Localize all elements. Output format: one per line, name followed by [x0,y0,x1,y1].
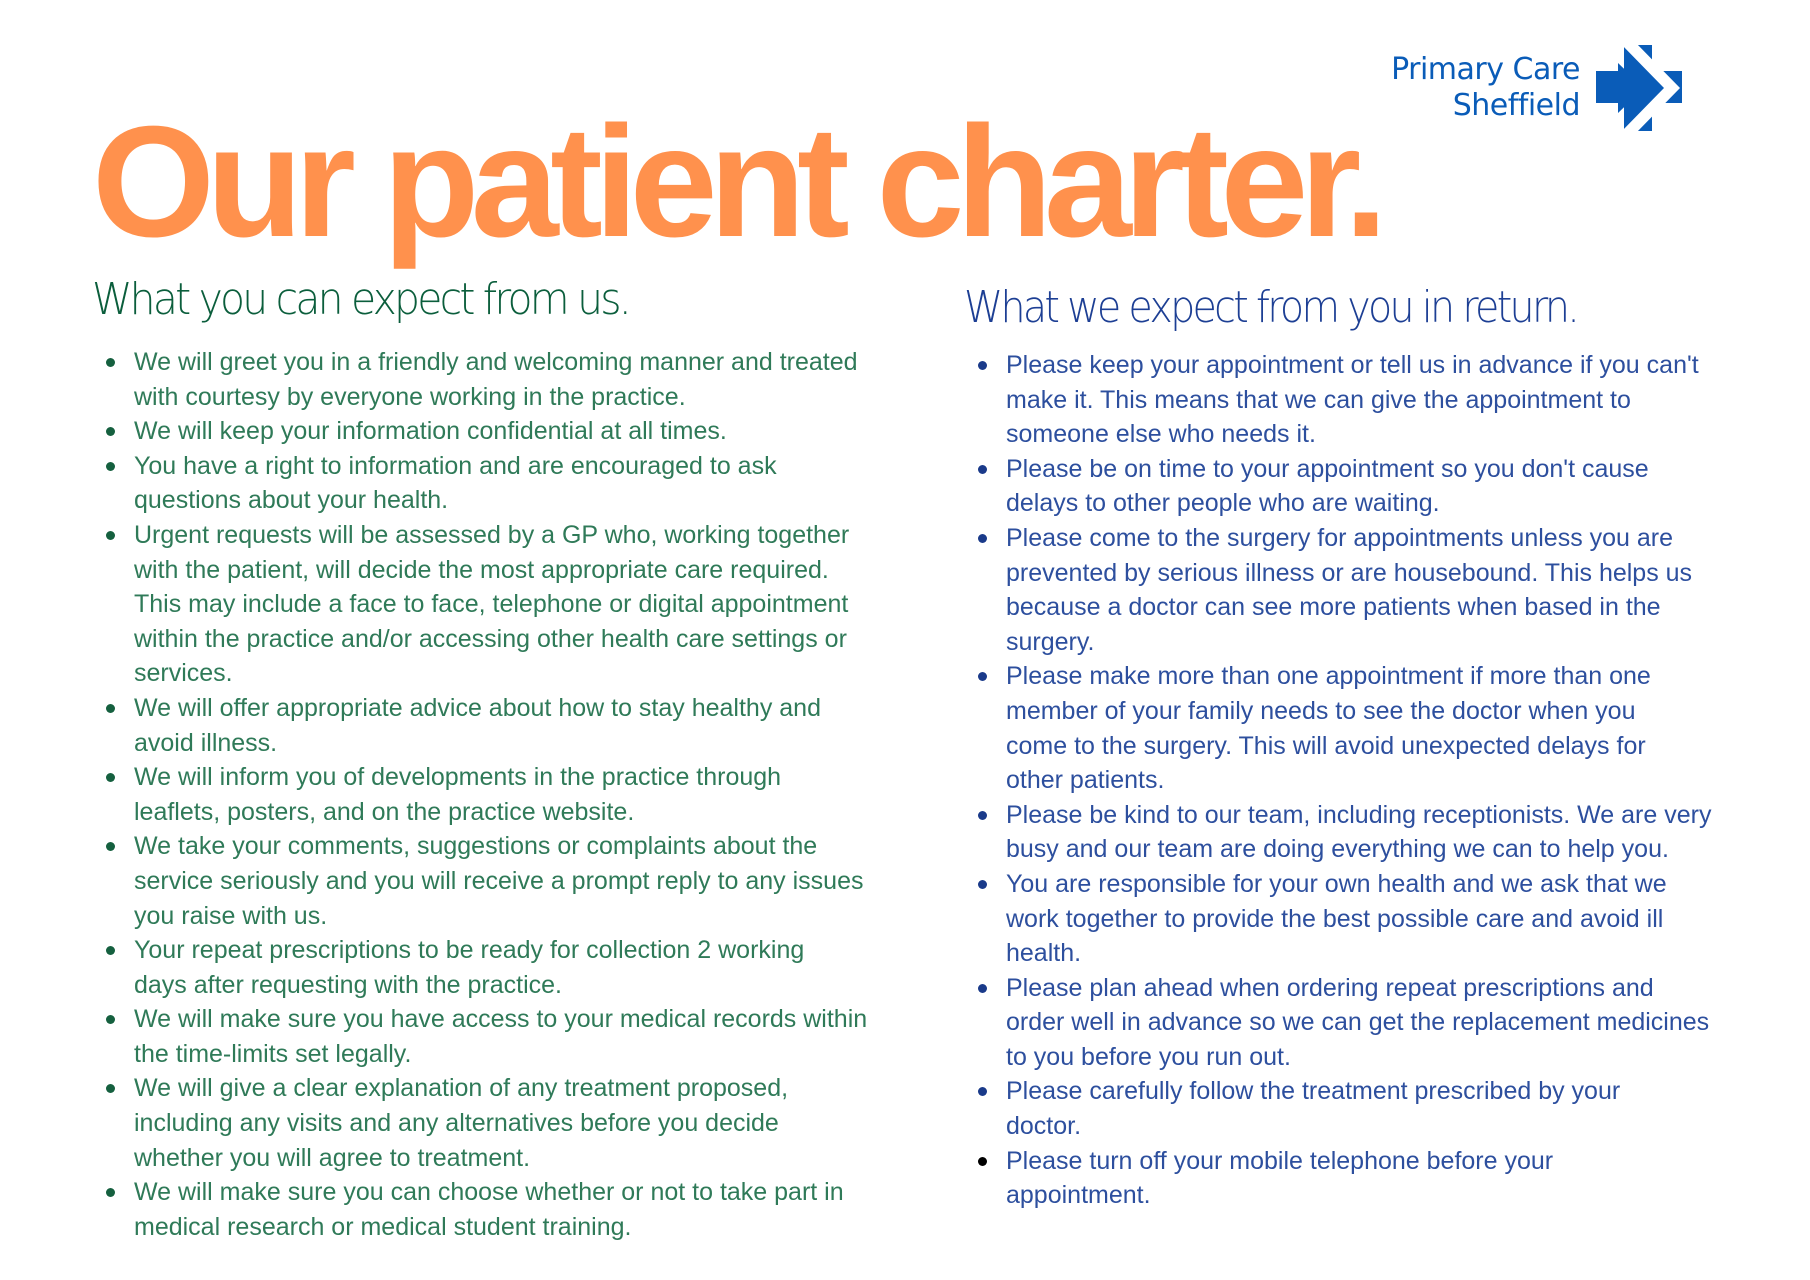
list-item [104,1002,904,1071]
list-item-text: Please be on time to your appointment so you don't cause [1006,454,1649,483]
list-item-text: doctor. [1006,1112,1082,1141]
list-item-text: service seriously and you will receive a prompt reply to any issues [134,866,864,895]
list-item-text: Please be kind to our team, including receptionists. We are very [1006,800,1712,829]
bullet-icon [106,946,115,955]
list-item-text: questions about your health. [134,486,449,515]
list-item-text: You have a right to information and are encouraged to ask [134,451,777,480]
list-item-text: prevented by serious illness or are housebound. This helps us [1006,558,1693,587]
bullet-icon [106,1188,115,1197]
list-item-text: with courtesy by everyone working in the practice. [134,382,686,411]
list-item [104,518,904,691]
list-item [104,1071,904,1175]
list-item-text: Please turn off your mobile telephone before your [1006,1146,1554,1175]
list-item-text: We will greet you in a friendly and welcoming manner and treated [134,348,858,376]
list-item [976,971,1776,1075]
list-item-text: including any visits and any alternatives before you decide [134,1109,779,1138]
list-item-text: We will give a clear explanation of any treatment proposed, [134,1074,789,1103]
bullet-icon [106,1084,115,1093]
list-item [976,1144,1776,1213]
list-item-text: medical research or medical student training. [134,1212,632,1241]
bullet-icon [978,361,987,370]
list-item-text: We will offer appropriate advice about how to stay healthy and [134,693,821,722]
list-item [976,1074,1776,1143]
list-item-text: to you before you run out. [1006,1042,1291,1071]
bullet-icon [106,773,115,782]
list-item-text: Please plan ahead when ordering repeat prescriptions and [1006,973,1654,1002]
bullet-icon [978,465,987,474]
list-item-text: You are responsible for your own health and we ask that we [1006,869,1667,898]
bullet-icon [106,462,115,471]
list-item-text: Please come to the surgery for appointments unless you are [1006,523,1674,552]
list-item-text: other patients. [1006,766,1165,795]
cross-arrow-icon [1596,45,1682,131]
list-item-text: We will keep your information confidential at all times. [134,417,727,446]
list-item-text: Urgent requests will be assessed by a GP who, working together [134,520,850,549]
bullet-icon [978,984,987,993]
list-item-text: the time-limits set legally. [134,1039,412,1068]
list-item-text: you raise with us. [134,901,328,930]
list-item-text: whether you will agree to treatment. [134,1143,531,1172]
list-item-text: Your repeat prescriptions to be ready for collection 2 working [134,936,805,965]
logo-line-1: Primary Care [1391,52,1580,87]
list-item [976,659,1776,797]
list-item-text: within the practice and/or accessing other health care settings or [134,624,847,653]
bullet-icon [106,704,115,713]
list-item-text: We will make sure you can choose whether or not to take part in [134,1178,844,1207]
list-item-text: make it. This means that we can give the appointment to [1006,385,1631,414]
list-item [104,933,904,1002]
list-item [976,348,1776,452]
list-item-text: come to the surgery. This will avoid unexpected delays for [1006,731,1646,760]
list-item [976,867,1776,971]
practice-commitments-list [104,345,904,1244]
list-item-text: member of your family needs to see the doctor when you [1006,696,1636,725]
logo-text [1391,52,1580,124]
list-item-text: with the patient, will decide the most appropriate care required. [134,555,829,584]
list-item-text: avoid illness. [134,728,278,757]
list-item-text: because a doctor can see more patients when based in the [1006,593,1661,622]
bullet-icon [106,1015,115,1024]
bullet-icon [978,534,987,543]
list-item [976,452,1776,521]
list-item-text: leaflets, posters, and on the practice website. [134,797,635,826]
list-item [976,521,1776,659]
list-item [976,798,1776,867]
list-item-text: Please make more than one appointment if more than one [1006,662,1651,691]
list-item-text: work together to provide the best possible care and avoid ill [1006,904,1664,933]
list-item-text: order well in advance so we can get the replacement medicines [1006,1008,1710,1037]
right-heading: What we expect from you in return. [964,282,1578,333]
bullet-icon [978,811,987,820]
list-item-text: Please carefully follow the treatment prescribed by your [1006,1077,1621,1106]
patient-expectations-list [976,348,1776,1213]
list-item-text: We take your comments, suggestions or complaints about the [134,832,818,861]
list-item [104,760,904,829]
bullet-icon [978,672,987,681]
list-item-text: Please keep your appointment or tell us in advance if you can't [1006,351,1699,379]
bullet-icon [106,531,115,540]
bullet-icon [106,358,115,367]
bullet-icon [978,880,987,889]
bullet-icon [106,427,115,436]
bullet-icon [106,842,115,851]
list-item-text: days after requesting with the practice. [134,970,563,999]
list-item [104,414,904,449]
list-item-text: We will make sure you have access to your medical records within [134,1005,868,1034]
left-heading: What you can expect from us. [92,274,629,325]
list-item [104,449,904,518]
list-item [104,1175,904,1244]
logo-line-2: Sheffield [1452,88,1580,123]
list-item-text: appointment. [1006,1181,1151,1210]
list-item-text: We will inform you of developments in the practice through [134,763,782,792]
list-item-text: busy and our team are doing everything we can to help you. [1006,835,1669,864]
list-item-text: delays to other people who are waiting. [1006,489,1440,518]
page-title: Our patient charter. [92,94,1380,270]
primary-care-sheffield-logo [1370,48,1700,138]
list-item [104,691,904,760]
list-item-text: someone else who needs it. [1006,420,1316,449]
bullet-icon [978,1157,987,1166]
list-item-text: This may include a face to face, telephone or digital appointment [134,590,849,619]
list-item [104,829,904,933]
list-item [104,345,904,414]
list-item-text: health. [1006,939,1082,968]
bullet-icon [978,1087,987,1096]
list-item-text: surgery. [1006,627,1095,656]
list-item-text: services. [134,659,233,688]
